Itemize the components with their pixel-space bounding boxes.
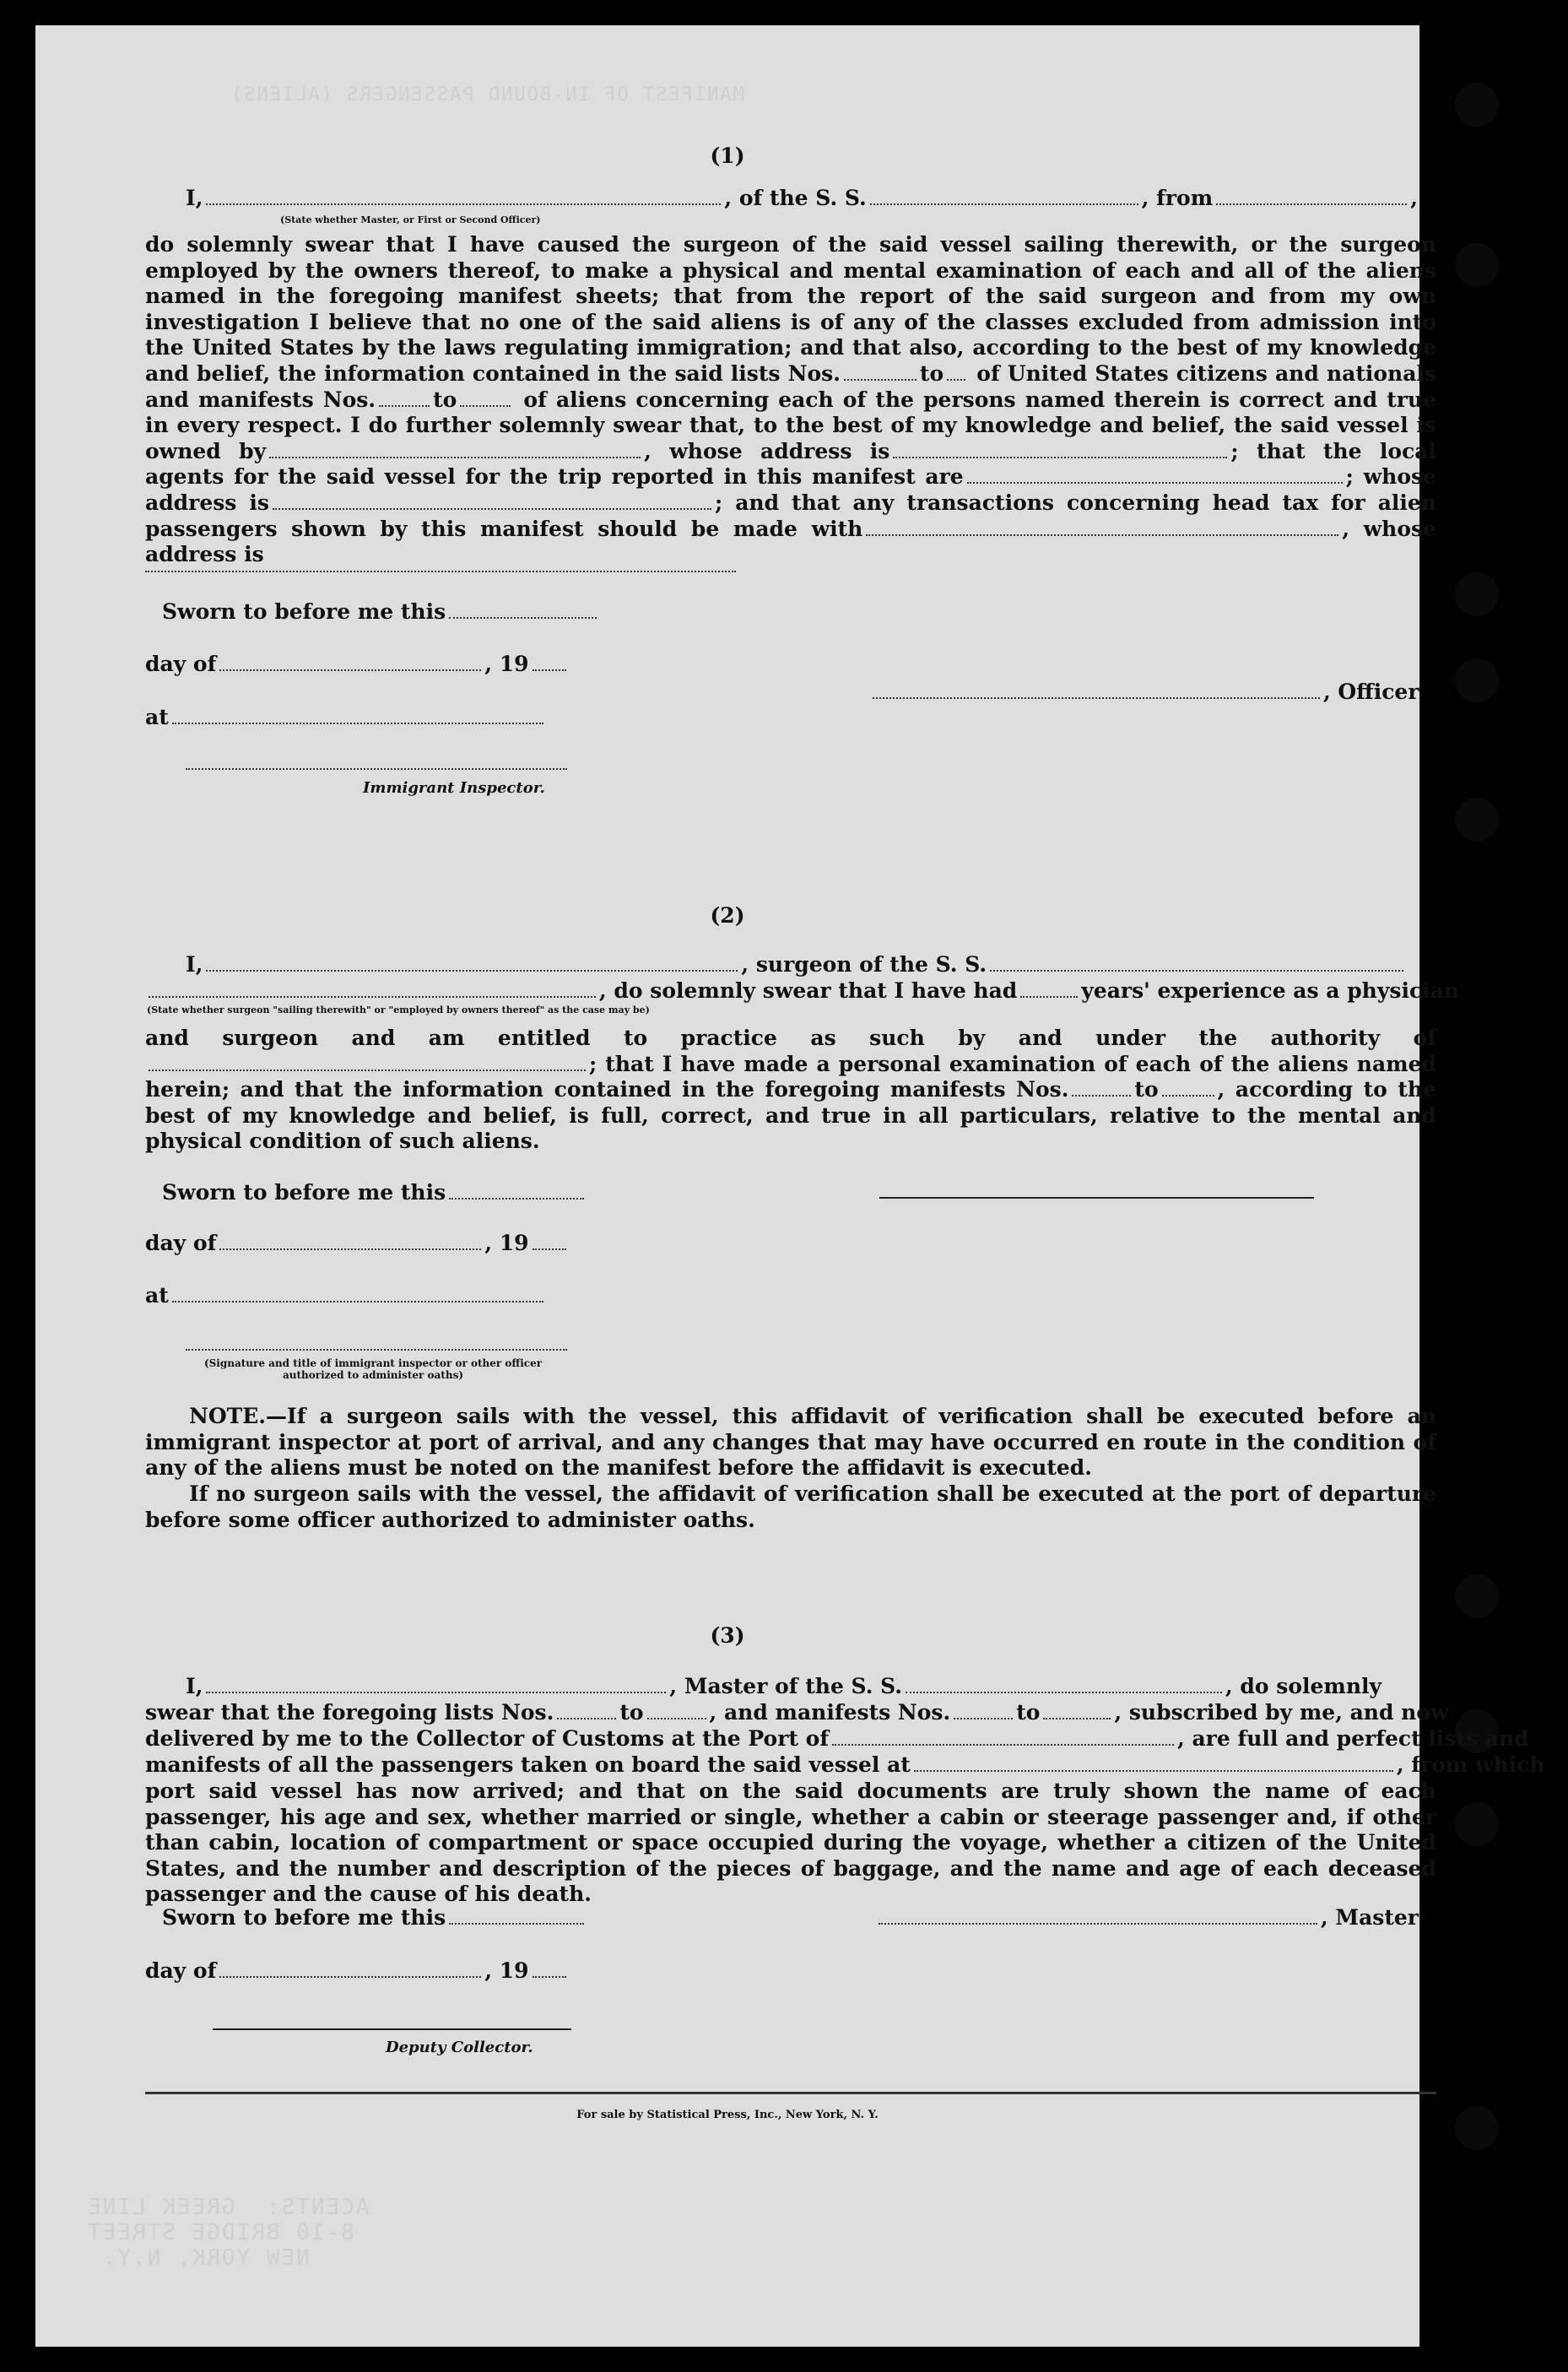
blank-from-port[interactable] (1216, 188, 1407, 205)
blank-ship-name[interactable] (870, 188, 1138, 205)
body-text: do solemnly swear that I have caused the surgeon of the said vessel sailing therewith, or the surgeon employed by the owners thereof, to make a physical and mental examination of each and all of the aliens named in the foregoing manifest sheets; that from the report of the said surgeon and from my own investigation I believe that no one of the said aliens is of any of the classes excluded from admission into the United States by the laws regulating immigration; and that also, according to the best of my knowledge and belief, the information contained in the said lists Nos. (145, 232, 1436, 386)
blank-local-agents[interactable] (967, 467, 1343, 484)
bleed-through-header: MANIFEST OF IN-BOUND PASSENGERS (ALIENS) (230, 84, 744, 106)
label-sworn: Sworn to before me this (162, 599, 446, 624)
surgeon-signature-line[interactable] (879, 1197, 1314, 1199)
s1-day-of (145, 652, 570, 676)
label-at: at (145, 1283, 169, 1308)
blank-officer-signature[interactable] (873, 682, 1320, 699)
body-text: ; and that any transactions concerning head tax for alien passengers shown by this manifest should be made with (145, 490, 1436, 541)
blank-sworn-date[interactable] (449, 1183, 584, 1200)
label-subscribed: , subscribed by me, and now (1114, 1700, 1449, 1725)
body-text: port said vessel has now arrived; and that on the said documents are truly shown the name of each passenger, his age and sex, whether married or single, whether a cabin or steerage passenger and, if other than cabin, location of compartment or space occupied during the voyage, whether a citizen of the United States, and the number and description of the pieces of baggage, and the name and age of each deceased passenger and the cause of his death. (145, 1779, 1436, 1907)
section-2-note (145, 1404, 1436, 1481)
label-comma: , (1410, 186, 1418, 210)
s3-master (875, 1905, 1419, 1930)
label-sworn: Sworn to before me this (162, 1905, 446, 1930)
section-2-line-1 (186, 952, 1407, 977)
label-whose-address: , whose address is (644, 438, 890, 463)
body-text: that I have made a personal examination of each of the aliens named herein; and that the information contained in the foregoing manifests Nos. (145, 1051, 1436, 1102)
s3-sworn (162, 1905, 587, 1930)
blank-sworn-date[interactable] (449, 1908, 584, 1925)
blank-manifest-from[interactable] (379, 390, 430, 407)
section-3-line-3 (145, 1726, 1529, 1751)
blank-master-signature[interactable] (879, 1908, 1317, 1925)
label-to: to (919, 360, 944, 386)
label-from-which: , from which (1396, 1752, 1545, 1777)
binder-hole (1455, 572, 1499, 616)
label-whose-address: , whose address is (145, 516, 1436, 567)
officer-note: (State whether Master, or First or Second Officer) (280, 214, 541, 225)
body-text: that the local agents for the said vessel for the trip reported in this manifest are (145, 438, 1436, 490)
label-master: , Master (1321, 1905, 1419, 1930)
blank-day-of[interactable] (219, 654, 481, 671)
blank-year[interactable] (533, 654, 566, 671)
label-to: to (433, 387, 457, 412)
label-solemnly-swear: , do solemnly swear that I have had (599, 978, 1018, 1003)
section-1-number: (1) (710, 144, 745, 168)
label-deputy-collector: Deputy Collector. (386, 2039, 533, 2056)
label-i: I, (186, 186, 203, 210)
footer-rule (145, 2092, 1436, 2094)
blank-inspector-signature[interactable] (186, 753, 567, 770)
section-3-line-4 (145, 1752, 1545, 1777)
s2-day-of (145, 1231, 570, 1255)
body-text: , according to the best of my knowledge and belief, is full, correct, and true in all particulars, relative to the mental and physical condition of such aliens. (145, 1077, 1436, 1154)
section-1-body (145, 232, 1436, 568)
binder-hole (1455, 658, 1499, 702)
blank-officer-name[interactable] (206, 188, 721, 205)
blank-head-tax-address[interactable] (145, 555, 736, 572)
section-3-body (145, 1779, 1436, 1908)
label-semicolon: ; (1345, 464, 1354, 490)
bleed-through-agents: ACENTS: GREEK LINE 8-10 BRIDGE STREET NEW YORK, N.Y. (86, 2195, 370, 2271)
s1-at (145, 705, 547, 729)
body-text: of aliens concerning each of the persons named therein is correct and true in every respect. I do further solemnly swear that, to the best of my knowledge and belief, the said vessel is owned by (145, 387, 1436, 463)
label-full-perfect: , are full and perfect lists and (1177, 1726, 1529, 1751)
s1-officer (869, 680, 1419, 704)
binder-hole (1455, 1574, 1499, 1618)
blank-owner[interactable] (269, 441, 641, 458)
label-to: to (1134, 1077, 1159, 1102)
section-3-line-1 (186, 1674, 1381, 1698)
blank-day-of[interactable] (219, 1961, 481, 1978)
label-year: , 19 (484, 1231, 529, 1255)
s2-sworn (162, 1180, 587, 1205)
blank-list-to[interactable] (647, 1703, 706, 1719)
blank-year[interactable] (533, 1233, 566, 1250)
surgeon-note: (State whether surgeon "sailing therewith" or "employed by owners thereof" as the case may be) (147, 1005, 650, 1015)
label-to: to (619, 1700, 644, 1725)
label-manifests-nos: , and manifests Nos. (709, 1700, 951, 1725)
blank-agents-address[interactable] (273, 493, 711, 510)
s1-sworn (162, 599, 600, 624)
label-semicolon: ; (1230, 438, 1239, 463)
label-years-experience: years' experience as a physician (1081, 978, 1460, 1003)
blank-surgeon-name[interactable] (206, 955, 738, 972)
section-3-line-2 (145, 1700, 1449, 1725)
section-2-note-2 (145, 1481, 1436, 1533)
section-2-line-2 (145, 978, 1459, 1003)
blank-list-to[interactable] (947, 364, 965, 381)
blank-surgeon-status[interactable] (149, 981, 596, 998)
blank-years[interactable] (1020, 981, 1078, 998)
binder-hole (1455, 798, 1499, 842)
label-do-solemnly: , do solemnly (1225, 1674, 1382, 1698)
binder-hole (1455, 1802, 1499, 1846)
blank-manifest-to[interactable] (1043, 1703, 1111, 1719)
blank-manifest-to[interactable] (460, 390, 511, 407)
blank-manifest-from[interactable] (954, 1703, 1013, 1719)
body-text: and surgeon and am entitled to practice as such by and under the authority of (145, 1026, 1436, 1050)
label-officer: , Officer (1323, 680, 1419, 704)
blank-ship-name[interactable] (906, 1676, 1222, 1693)
blank-authority[interactable] (149, 1054, 586, 1071)
blank-manifest-from[interactable] (1072, 1080, 1131, 1097)
label-lists-nos: swear that the foregoing lists Nos. (145, 1700, 554, 1725)
section-1-line-1 (186, 186, 1418, 210)
blank-sworn-date[interactable] (449, 602, 597, 619)
label-year: , 19 (484, 652, 529, 676)
blank-list-from[interactable] (844, 364, 916, 381)
label-at: at (145, 705, 169, 729)
label-day-of: day of (145, 652, 217, 676)
label-i: I, (186, 1674, 203, 1698)
binder-hole (1455, 2106, 1499, 2150)
blank-surgeon-ship[interactable] (990, 955, 1403, 972)
blank-inspector-signature[interactable] (186, 1334, 567, 1351)
manifest-page (35, 25, 1545, 2347)
label-collector: delivered by me to the Collector of Customs at the Port of (145, 1726, 830, 1751)
body-text: whose address is (145, 464, 1436, 515)
label-master-of-ss: , Master of the S. S. (669, 1674, 902, 1698)
s3-day-of (145, 1958, 570, 1983)
section-3-number: (3) (710, 1623, 745, 1648)
label-day-of: day of (145, 1231, 217, 1255)
label-sworn: Sworn to before me this (162, 1180, 446, 1205)
section-2-number: (2) (710, 903, 745, 928)
note-label: NOTE. (189, 1404, 266, 1428)
blank-at[interactable] (172, 1286, 543, 1302)
note-text: —If a surgeon sails with the vessel, this affidavit of verification shall be executed before an immigrant inspector at port of arrival, and any changes that may have occurred en route in the condition of any of the aliens must be noted on the manifest before the affidavit is executed. (145, 1404, 1436, 1481)
blank-owner-address[interactable] (893, 441, 1227, 458)
label-i: I, (186, 952, 203, 977)
signature-note: (Signature and title of immigrant inspector or other officer authorized to administer oaths) (203, 1357, 543, 1381)
label-from: , from (1141, 186, 1214, 210)
blank-at[interactable] (172, 707, 543, 724)
deputy-collector-signature-line[interactable] (213, 2028, 571, 2030)
blank-day-of[interactable] (219, 1233, 481, 1250)
section-2-body (145, 1026, 1436, 1155)
label-to: to (1016, 1700, 1041, 1725)
label-manifests-all: manifests of all the passengers taken on board the said vessel at (145, 1752, 911, 1777)
blank-port[interactable] (832, 1729, 1174, 1746)
binder-hole (1455, 243, 1499, 287)
body-text: of United States citizens and nationals and manifests Nos. (145, 360, 1436, 412)
binder-hole (1455, 83, 1499, 127)
s2-at (145, 1283, 547, 1308)
blank-year[interactable] (533, 1961, 566, 1978)
blank-manifest-to[interactable] (1162, 1080, 1214, 1097)
label-surgeon-of-ss: , surgeon of the S. S. (741, 952, 987, 977)
label-day-of: day of (145, 1958, 217, 1983)
label-semicolon: ; (589, 1051, 597, 1076)
blank-head-tax-party[interactable] (866, 519, 1338, 536)
blank-list-from[interactable] (557, 1703, 616, 1719)
printer-footer: For sale by Statistical Press, Inc., New York, N. Y. (576, 2109, 879, 2121)
note-text: If no surgeon sails with the vessel, the affidavit of verification shall be executed at the port of departure before some officer authorized to administer oaths. (145, 1481, 1436, 1532)
blank-master-name[interactable] (206, 1676, 666, 1693)
blank-embark-port[interactable] (914, 1755, 1393, 1772)
label-year: , 19 (484, 1958, 529, 1983)
label-of-ss: , of the S. S. (724, 186, 867, 210)
label-immigrant-inspector: Immigrant Inspector. (363, 779, 545, 797)
